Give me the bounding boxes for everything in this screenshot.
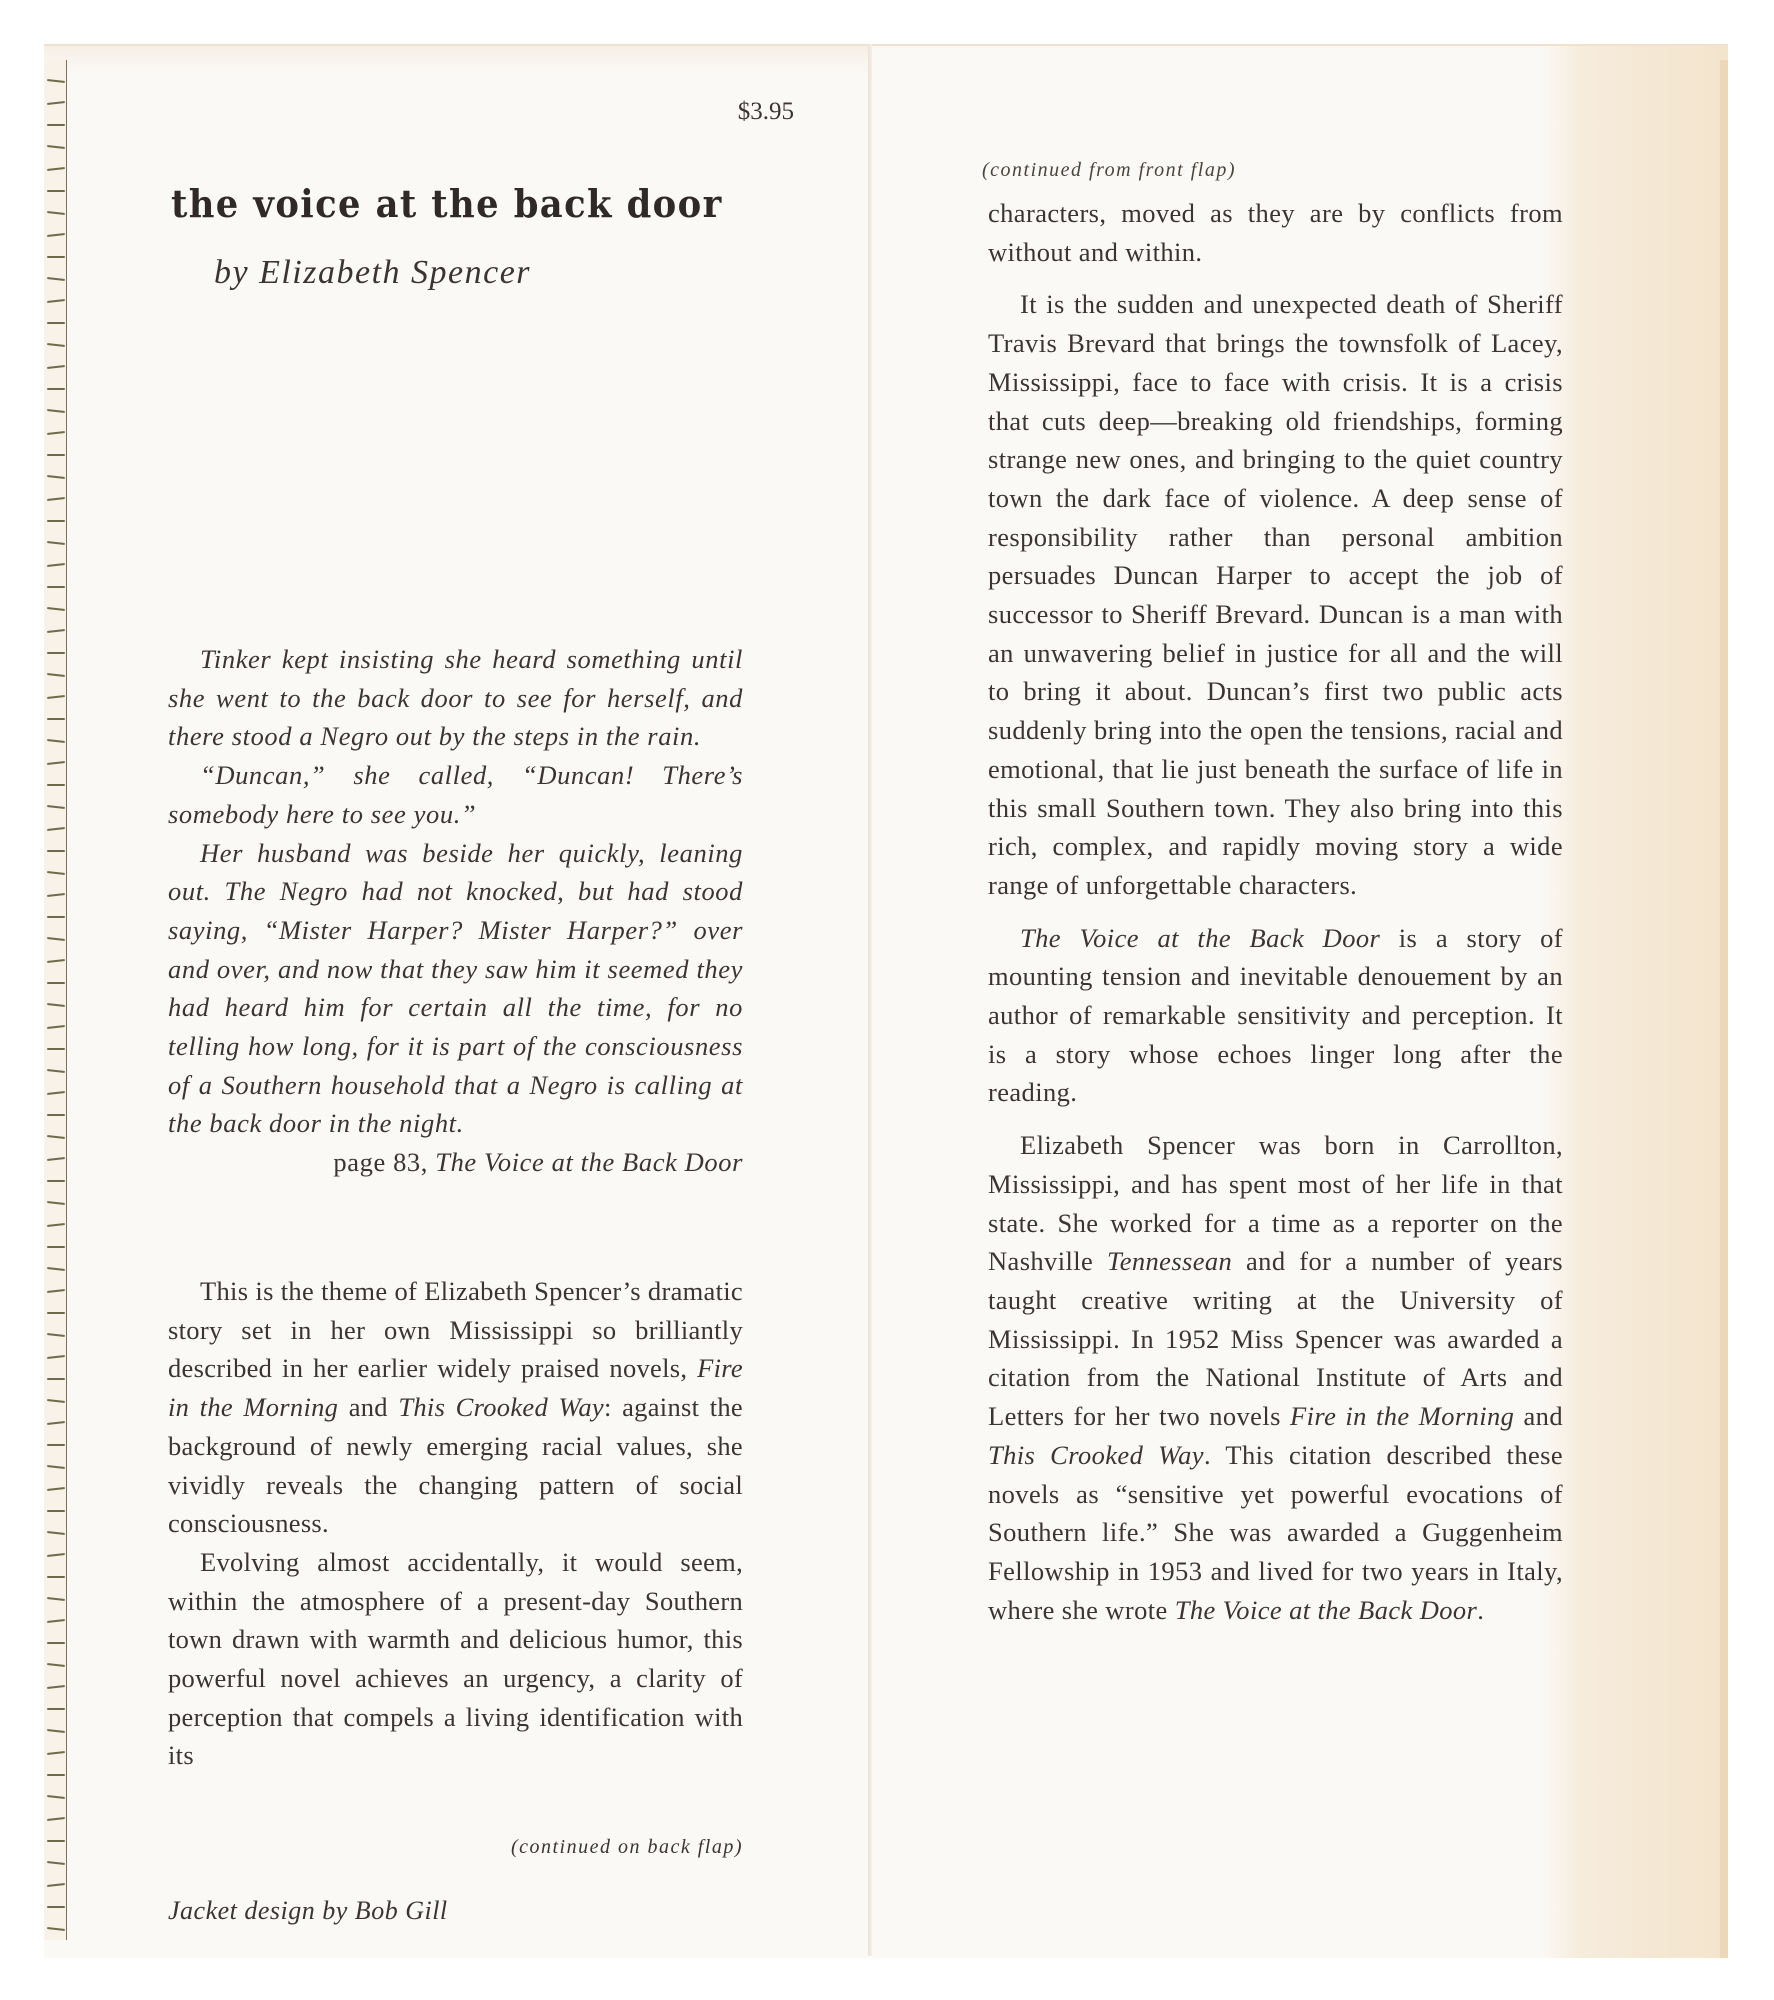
stitch-mark [47,1576,65,1578]
stitch-mark [47,982,65,984]
stitch-mark [47,1487,65,1491]
front-flap-blurb [168,1272,743,1775]
book-title-ref: The Voice at the Back Door [1174,1594,1478,1625]
stitch-mark [47,256,65,258]
stitch-mark [47,827,65,831]
stitch-mark [47,365,65,369]
stitch-mark [47,1774,65,1776]
author-bio [988,1126,1563,1629]
stitch-mark [47,1927,65,1931]
stitch-mark [47,1663,65,1667]
back-flap [872,44,1728,1958]
stitch-mark [47,673,65,677]
stitch-mark [47,1003,65,1007]
stitch-mark [47,1861,65,1865]
front-flap [44,44,870,1958]
stitch-mark [47,1223,65,1227]
stitch-mark [47,761,65,765]
stitch-mark [47,409,65,413]
stitch-mark [47,167,65,171]
stitch-mark [47,871,65,875]
stitch-mark [47,79,65,83]
back-text: is a story of mounting tension and inevitable denouement by an author of remarkable sensitivity and perception. It is a story whose echoes linger long after the reading. [988,922,1563,1108]
stitch-mark [47,497,65,501]
stitch-mark [47,1883,65,1887]
stitch-mark [47,1378,65,1380]
stitch-mark [47,124,65,126]
bio-text: . [1477,1594,1485,1625]
stitch-mark [47,937,65,941]
stitch-mark [47,475,65,479]
stitch-mark [47,299,65,303]
stitch-mark [47,1553,65,1557]
excerpt-paragraph: Tinker kept insisting she heard something until she went to the back door to see for herself, and there stood a Negro out by the steps in the rain. [168,644,743,752]
excerpt-paragraph: Her husband was beside her quickly, leaning out. The Negro had not knocked, but had stood saying, “Mister Harper? Mister Harper?” over and over, and now that they saw him it seemed they had heard him for certain all the time, for no telling how long, for it is part of the consciousness of a Southern household that a Negro is calling at the back door in the night. [168,837,743,1139]
bio-text: . This citation described these novels as “sensitive yet powerful evocations of Southern life.” She was awarded a Guggenheim Fellowship in 1953 and lived for two years in Italy, where she wrote [988,1439,1564,1625]
author-byline: by Elizabeth Spencer [214,254,532,291]
stitch-mark [47,607,65,611]
stitch-mark [47,322,65,324]
stitch-mark [47,1444,65,1446]
book-title-ref: Fire in the Morning [1289,1401,1515,1432]
stitch-mark [47,586,65,588]
stitch-mark [47,1619,65,1623]
stitch-mark [47,1642,65,1644]
book-title: the voice at the back door [171,181,723,226]
stitch-mark [47,1246,65,1248]
bio-text: and [1514,1401,1563,1432]
stitch-mark [47,431,65,435]
back-flap-text [988,194,1563,1629]
stitch-mark [47,1025,65,1029]
stitch-mark [47,718,65,720]
stitch-mark [47,277,65,281]
blurb-paragraph [168,1272,743,1543]
stitch-mark [47,1685,65,1689]
stitch-mark [47,739,65,743]
continued-on-back-flap: (continued on back flap) [510,1836,743,1858]
price: $3.95 [737,98,794,125]
stitch-mark [47,916,65,918]
stitch-mark [47,1135,65,1139]
book-title-ref: This Crooked Way [398,1392,604,1423]
bio-text: and for a number of years taught creative writing at the University of Mississippi. In 1952 Miss Spencer was awarded a citation from the National Institute of Arts and Letters for her two novels [988,1246,1563,1432]
newspaper-ref: Tennessean [1106,1246,1233,1277]
stitch-mark [47,1465,65,1469]
stitch-mark [47,1751,65,1755]
stitch-mark [47,1906,65,1908]
stitch-mark [47,101,65,105]
stitch-mark [47,1048,65,1050]
stitch-mark [47,454,65,456]
bio-text: Elizabeth Spencer was born in Carrollton, Mississippi, and has spent most of her life in that state. She worked for a time as a reporter on the Nashville [988,1130,1563,1277]
attribution-page: page 83, [333,1147,428,1178]
stitch-mark [47,541,65,545]
stitch-mark [47,388,65,390]
stitch-mark [47,1817,65,1821]
book-title-ref: This Crooked Way [988,1439,1204,1470]
book-title-ref: Fire in the Morning [168,1353,743,1423]
book-title-ref: The Voice at the Back Door [1020,922,1381,953]
stitch-mark [47,1333,65,1337]
book-jacket [44,44,1728,1956]
stitch-mark [47,1201,65,1205]
stitch-mark [47,695,65,699]
stitch-mark [47,563,65,567]
stitch-mark [47,1708,65,1710]
jacket-design-credit: Jacket design by Bob Gill [168,1896,448,1925]
stitch-mark [47,850,65,852]
continued-from-front-flap: (continued from front flap) [982,159,1236,181]
blurb-text: and [348,1392,388,1423]
blurb-text: : against the background of newly emerging racial values, she vividly reveals the changing pattern of social consciousness. [168,1392,743,1539]
stitch-mark [47,1840,65,1842]
stitch-mark [47,211,65,215]
stitch-mark [47,1180,65,1182]
back-paragraph: It is the sudden and unexpected death of Sheriff Travis Brevard that brings the townsfolk of Lacey, Mississippi, face to face with crisis. It is a crisis that cuts deep—breaking old friendships, forming strange new ones, and bringing to the quiet country town the dark face of violence. A deep sense of responsibility rather than personal ambition persuades Duncan Harper to accept the job of successor to Sheriff Brevard. Duncan is a man with an unwavering belief in justice for all and the will to bring it about. Duncan’s first two public acts suddenly bring into the open the tensions, racial and emotional, that lie just beneath the surface of life in this small Southern town. They also bring into this rich, complex, and rapidly moving story a wide range of unforgettable characters. [988,289,1563,900]
stitch-mark [47,1355,65,1359]
stitch-mark [47,1421,65,1425]
stitch-mark [47,1399,65,1403]
stitch-mark [47,1114,65,1116]
excerpt-attribution [168,1143,743,1182]
stitch-mark [47,1157,65,1161]
stitch-mark [47,959,65,963]
stitch-mark [47,1312,65,1314]
stitch-mark [47,1091,65,1095]
back-paragraph [988,919,1563,1113]
stitch-mark [47,805,65,809]
back-paragraph: characters, moved as they are by conflicts from without and within. [988,198,1563,267]
excerpt-quote [168,640,743,1182]
stitch-mark [47,190,65,192]
stitch-mark [47,1729,65,1733]
excerpt-paragraph: “Duncan,” she called, “Duncan! There’s somebody here to see you.” [168,760,743,829]
stitch-mark [47,1795,65,1799]
blurb-text: This is the theme of Elizabeth Spencer’s dramatic story set in her own Mississippi so brilliantly described in her earlier widely praised novels, [168,1276,743,1384]
aged-edge [1720,60,1728,1958]
stitch-mark [47,145,65,149]
stitch-mark [47,893,65,897]
stitch-mark [47,343,65,347]
stitch-mark [47,1267,65,1271]
stitch-mark [47,520,65,522]
blurb-paragraph: Evolving almost accidentally, it would seem, within the atmosphere of a present-day Southern town drawn with warmth and delicious humor, this powerful novel achieves an urgency, a clarity of perception that compels a living identification with its [168,1546,743,1771]
stitch-mark [47,1510,65,1512]
attribution-title: The Voice at the Back Door [435,1147,743,1178]
stitch-mark [47,1531,65,1535]
stitch-mark [47,1597,65,1601]
stitch-mark [47,652,65,654]
spine-stitch-edge [44,60,67,1940]
stitch-mark [47,1069,65,1073]
stitch-mark [47,784,65,786]
stitch-mark [47,233,65,237]
stitch-mark [47,1289,65,1293]
stitch-mark [47,629,65,633]
